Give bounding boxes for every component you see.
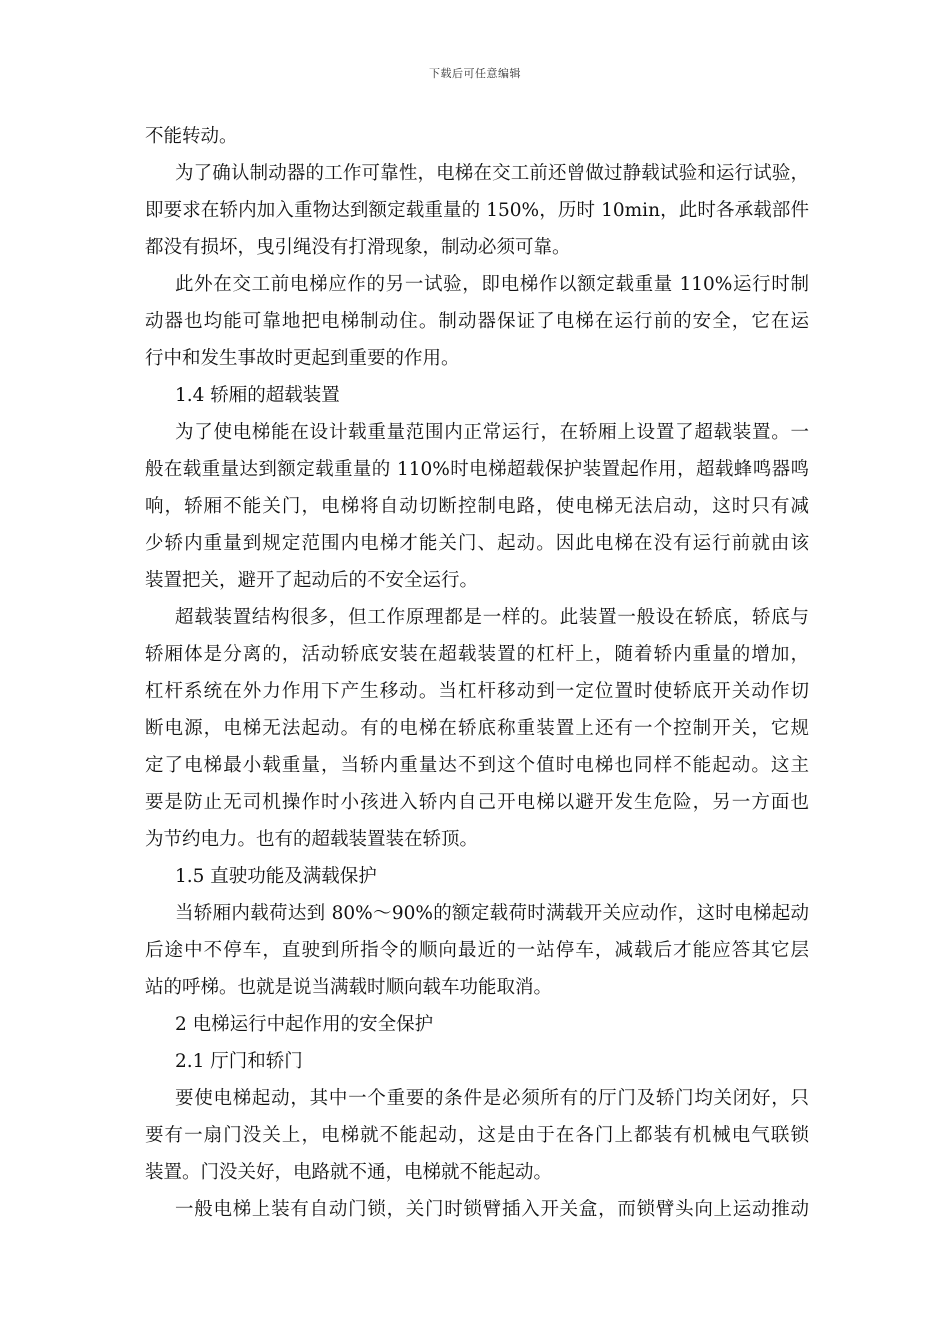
text-line: 一般电梯上装有自动门锁，关门时锁臂插入开关盒，而锁臂头向上运动推动 — [175, 1199, 809, 1220]
text-line: 1.4 轿厢的超载装置 — [175, 385, 340, 406]
text-line: 为了使电梯能在设计载重量范围内正常运行，在轿厢上设置了超载装置。一 — [175, 422, 809, 443]
text-line: 当轿厢内载荷达到 80%～90%的额定载荷时满载开关应动作，这时电梯起动 — [175, 903, 809, 924]
text-line: 行中和发生事故时更起到重要的作用。 — [145, 348, 460, 369]
text-line: 断电源，电梯无法起动。有的电梯在轿底称重装置上还有一个控制开关，它规 — [145, 718, 809, 739]
text-line: 装置。门没关好，电路就不通，电梯就不能起动。 — [145, 1162, 553, 1183]
text-line: 后途中不停车，直驶到所指令的顺向最近的一站停车，减载后才能应答其它层 — [145, 940, 809, 961]
text-line: 超载装置结构很多，但工作原理都是一样的。此装置一般设在轿底，轿底与 — [175, 607, 809, 628]
text-line: 杠杆系统在外力作用下产生移动。当杠杆移动到一定位置时使轿底开关动作切 — [145, 681, 809, 702]
text-line: 此外在交工前电梯应作的另一试验，即电梯作以额定载重量 110%运行时制 — [175, 274, 809, 295]
text-line: 都没有损坏，曳引绳没有打滑现象，制动必须可靠。 — [145, 237, 571, 258]
page-header: 下载后可任意编辑 — [429, 67, 521, 80]
text-line: 1.5 直驶功能及满载保护 — [175, 866, 377, 887]
text-line: 动器也均能可靠地把电梯制动住。制动器保证了电梯在运行前的安全，它在运 — [145, 311, 809, 332]
text-line: 为了确认制动器的工作可靠性，电梯在交工前还曾做过静载试验和运行试验， — [175, 163, 809, 184]
text-line: 2 电梯运行中起作用的安全保护 — [175, 1014, 434, 1035]
text-line: 定了电梯最小载重量，当轿内重量达不到这个值时电梯也同样不能起动。这主 — [145, 755, 809, 776]
document-body — [145, 118, 809, 1228]
text-line: 站的呼梯。也就是说当满载时顺向载车功能取消。 — [145, 977, 553, 998]
text-line: 装置把关，避开了起动后的不安全运行。 — [145, 570, 479, 591]
text-line: 轿厢体是分离的，活动轿底安装在超载装置的杠杆上，随着轿内重量的增加， — [145, 644, 809, 665]
text-line: 般在载重量达到额定载重量的 110%时电梯超载保护装置起作用，超载蜂鸣器鸣 — [145, 459, 809, 480]
text-line: 少轿内重量到规定范围内电梯才能关门、起动。因此电梯在没有运行前就由该 — [145, 533, 809, 554]
text-line: 响，轿厢不能关门，电梯将自动切断控制电路，使电梯无法启动，这时只有减 — [145, 496, 809, 517]
text-line: 要是防止无司机操作时小孩进入轿内自己开电梯以避开发生危险，另一方面也 — [145, 792, 809, 813]
text-line: 2.1 厅门和轿门 — [175, 1051, 303, 1072]
text-line: 即要求在轿内加入重物达到额定载重量的 150%，历时 10min，此时各承载部件 — [145, 200, 809, 221]
text-line: 要有一扇门没关上，电梯就不能起动，这是由于在各门上都装有机械电气联锁 — [145, 1125, 809, 1146]
text-line: 要使电梯起动，其中一个重要的条件是必须所有的厅门及轿门均关闭好，只 — [175, 1088, 809, 1109]
text-line: 为节约电力。也有的超载装置装在轿顶。 — [145, 829, 479, 850]
text-line: 不能转动。 — [145, 126, 238, 147]
